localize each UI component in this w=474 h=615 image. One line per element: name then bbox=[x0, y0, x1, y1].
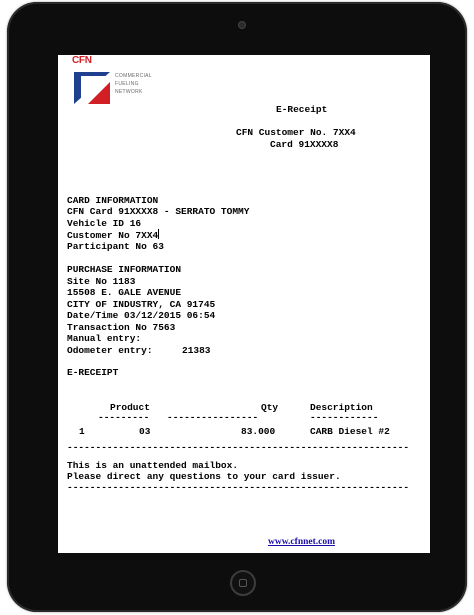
text-cursor bbox=[158, 229, 159, 239]
row-product: 03 bbox=[139, 426, 151, 437]
purchase-info-heading: PURCHASE INFORMATION bbox=[67, 264, 182, 275]
customer-number-text: Customer No 7XX4 bbox=[67, 230, 159, 241]
manual-entry-line: Manual entry: bbox=[67, 333, 142, 344]
customer-number-field bbox=[67, 229, 159, 242]
logo-sub-line-2: FUELING bbox=[115, 81, 139, 87]
camera-icon bbox=[238, 21, 246, 29]
card-number-line: Card 91XXXX8 bbox=[270, 139, 339, 150]
col-rule-qty: ---------------- bbox=[167, 412, 259, 423]
row-description: CARB Diesel #2 bbox=[310, 426, 390, 437]
col-rule-description: ------------ bbox=[310, 412, 379, 423]
cfnnet-link[interactable]: www.cfnnet.com bbox=[268, 537, 336, 547]
address-line: 15508 E. GALE AVENUE bbox=[67, 287, 182, 298]
home-button[interactable] bbox=[230, 570, 256, 596]
logo-subtitle bbox=[115, 72, 195, 96]
tablet-frame bbox=[7, 2, 467, 612]
home-square-icon bbox=[239, 579, 247, 587]
col-rule-product: --------- bbox=[98, 412, 150, 423]
receipt-screen bbox=[58, 55, 430, 553]
transaction-line: Transaction No 7563 bbox=[67, 322, 176, 333]
separator-bottom: ------------------------------------------------------------ bbox=[67, 482, 410, 493]
cfn-logo bbox=[72, 60, 116, 106]
participant-line: Participant No 63 bbox=[67, 241, 164, 252]
customer-number-line: CFN Customer No. 7XX4 bbox=[236, 127, 356, 138]
notice-line-2: Please direct any questions to your card issuer. bbox=[67, 471, 341, 482]
site-line: Site No 1183 bbox=[67, 276, 136, 287]
logo-mark: CFN bbox=[72, 55, 92, 66]
separator-top: ------------------------------------------------------------ bbox=[67, 442, 410, 453]
datetime-line: Date/Time 03/12/2015 06:54 bbox=[67, 310, 216, 321]
col-header-description: Description bbox=[310, 402, 373, 413]
col-header-product: Product bbox=[110, 402, 150, 413]
card-info-heading: CARD INFORMATION bbox=[67, 195, 159, 206]
ereceipt-heading: E-RECEIPT bbox=[67, 367, 119, 378]
city-line: CITY OF INDUSTRY, CA 91745 bbox=[67, 299, 216, 310]
odometer-value: 21383 bbox=[182, 345, 211, 356]
logo-sub-line-3: NETWORK bbox=[115, 89, 143, 95]
odometer-label: Odometer entry: bbox=[67, 345, 153, 356]
logo-sub-line-1: COMMERCIAL bbox=[115, 73, 152, 79]
col-header-qty: Qty bbox=[261, 402, 279, 413]
row-line-number: 1 bbox=[79, 426, 85, 437]
notice-line-1: This is an unattended mailbox. bbox=[67, 460, 239, 471]
card-holder-line: CFN Card 91XXXX8 - SERRATO TOMMY bbox=[67, 206, 250, 217]
vehicle-id-line: Vehicle ID 16 bbox=[67, 218, 142, 229]
row-qty: 83.000 bbox=[241, 426, 276, 437]
receipt-title: E-Receipt bbox=[276, 104, 328, 115]
